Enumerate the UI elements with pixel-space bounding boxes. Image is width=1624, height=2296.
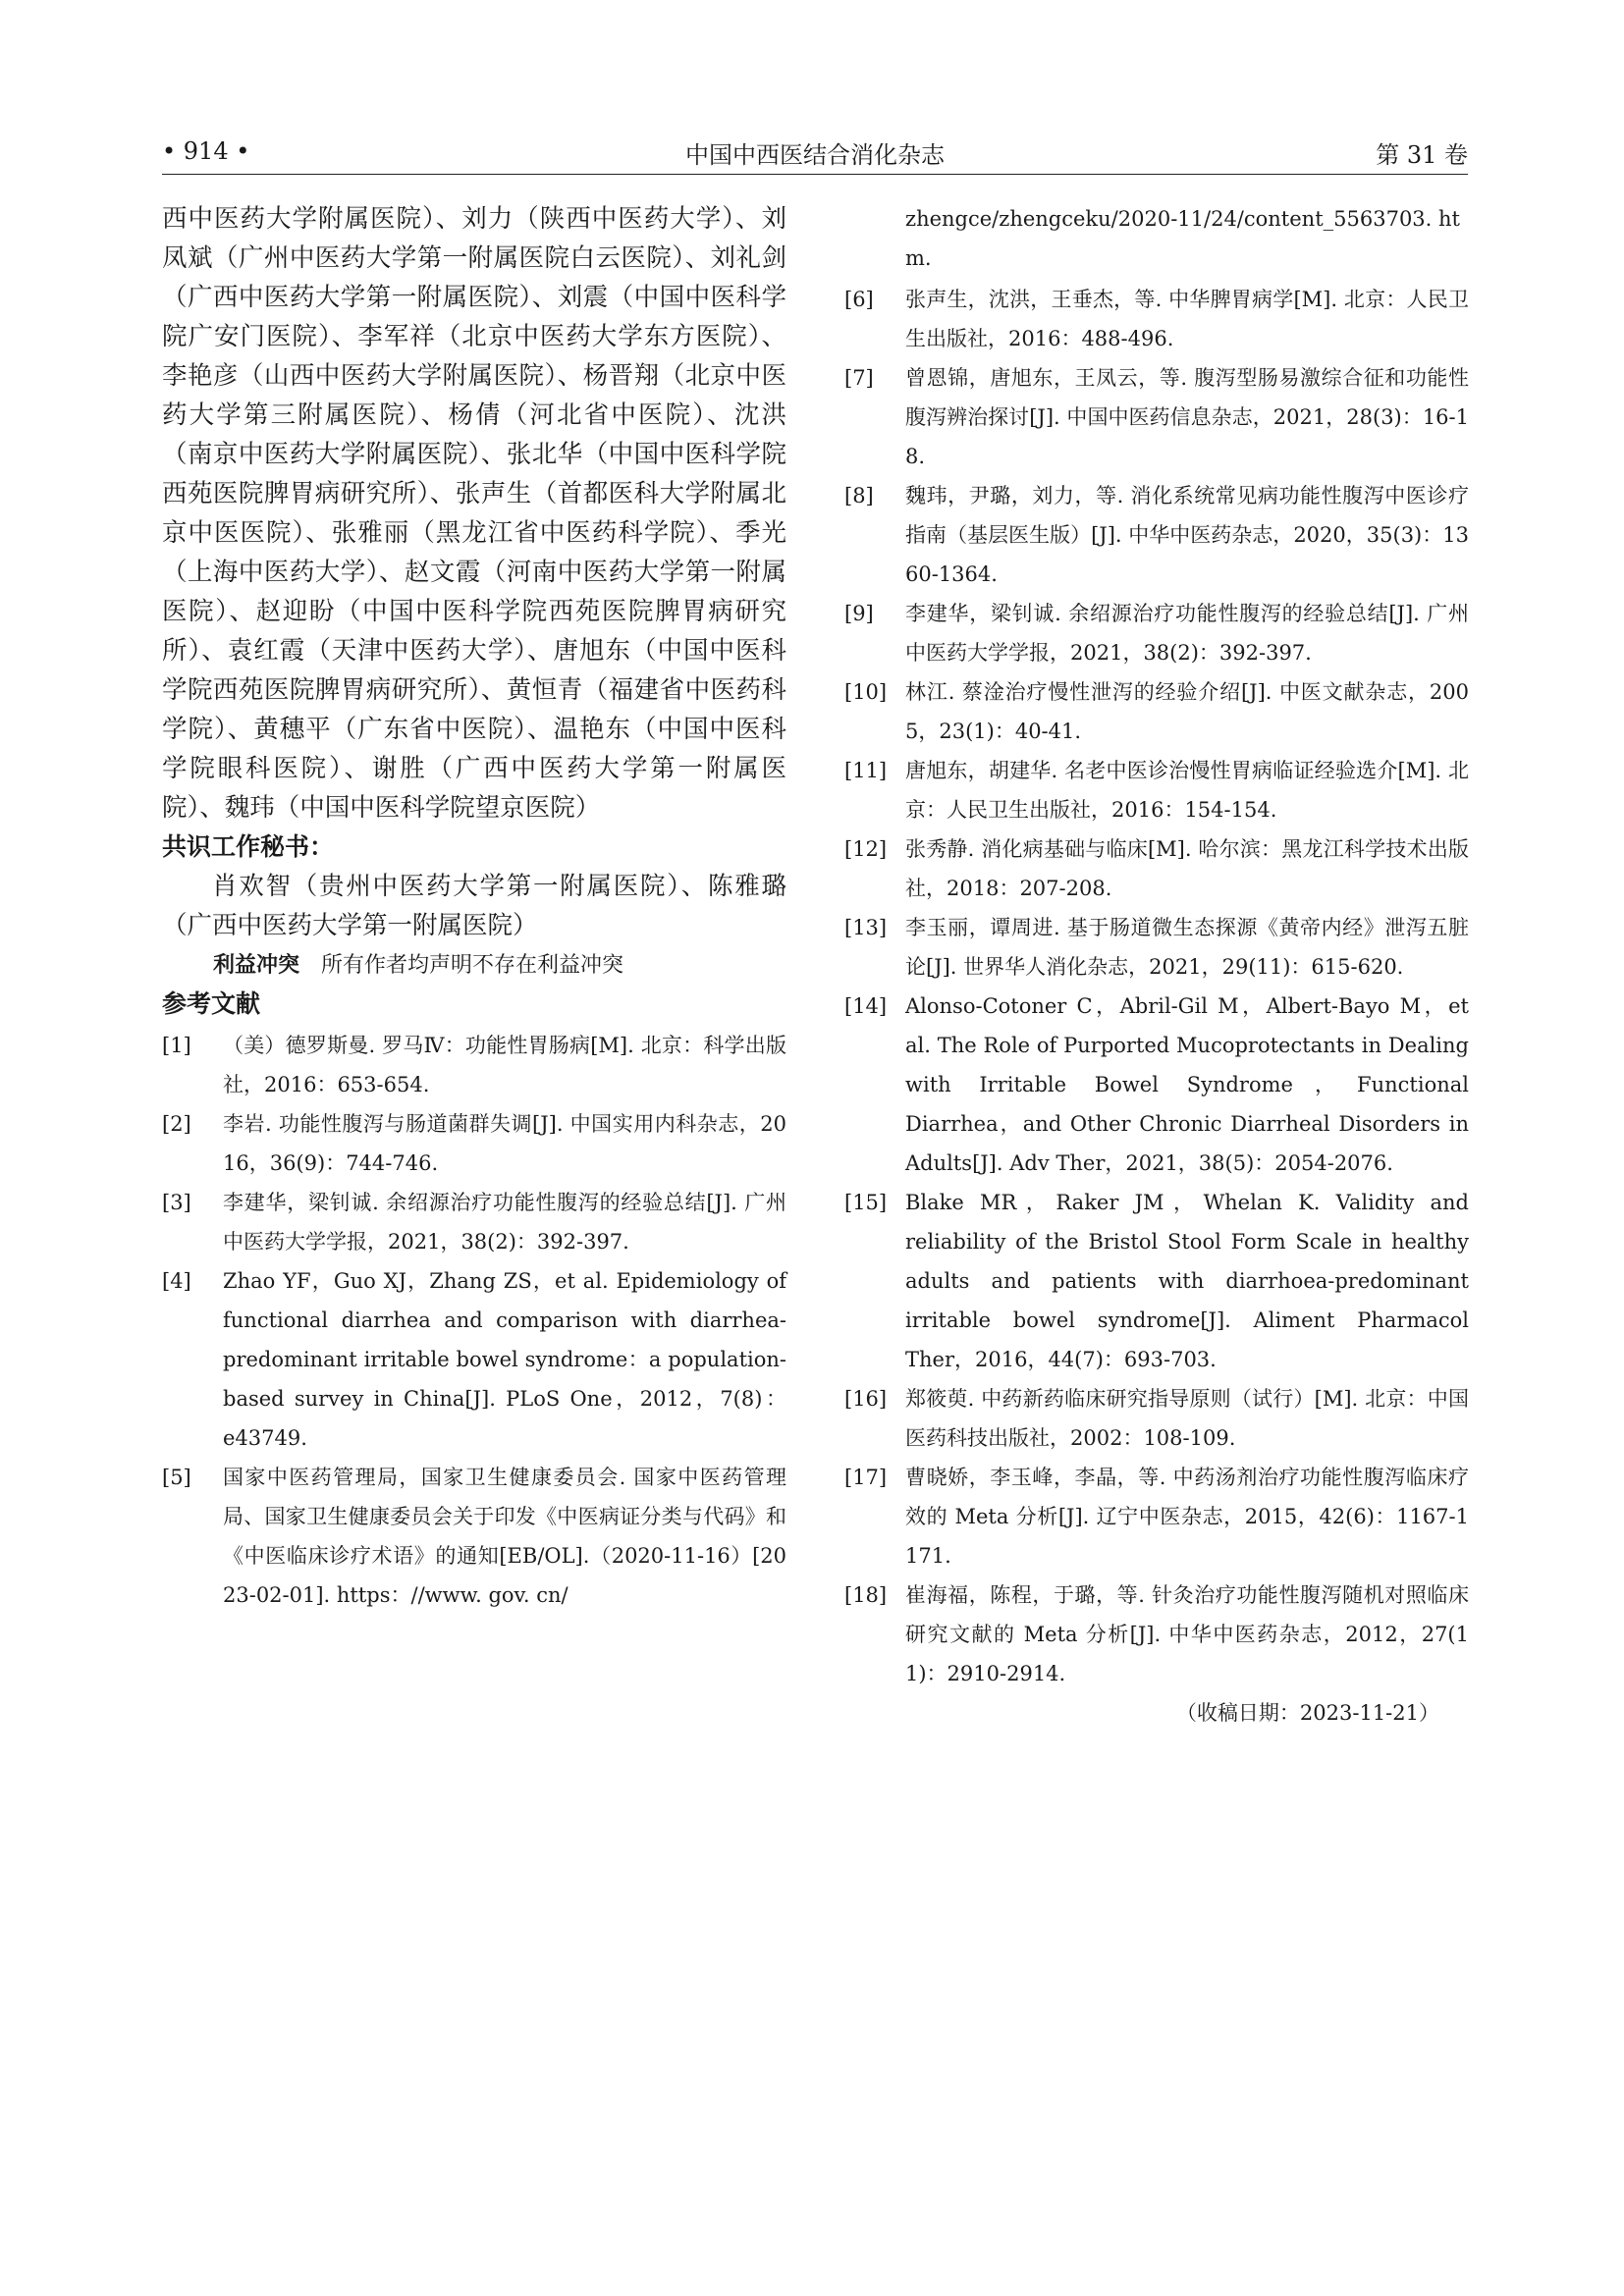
reference-item [844, 987, 1469, 1183]
reference-number: [14] [844, 994, 888, 1018]
reference-text: 李建华，梁钊诚. 余绍源治疗功能性腹泻的经验总结[J]. 广州中医药大学学报，2021，38(2)：392-397. [905, 602, 1469, 665]
reference-number: [13] [844, 916, 888, 939]
reference-text: 郑筱萸. 中药新药临床研究指导原则（试行）[M]. 北京：中国医药科技出版社，2002：108-109. [905, 1387, 1469, 1450]
reference-text: （美）德罗斯曼. 罗马Ⅳ：功能性胃肠病[M]. 北京：科学出版社，2016：653-654. [223, 1034, 786, 1096]
reference-list-left [162, 1026, 786, 1615]
reference-item [844, 358, 1469, 476]
reference-text: 李岩. 功能性腹泻与肠道菌群失调[J]. 中国实用内科杂志，2016，36(9)：744-746. [223, 1112, 786, 1175]
reference-text: 张声生，沈洪，王垂杰，等. 中华脾胃病学[M]. 北京：人民卫生出版社，2016：488-496. [905, 288, 1469, 350]
reference-item [162, 1026, 786, 1104]
reference-item [844, 1575, 1469, 1693]
reference-item [162, 1183, 786, 1261]
conflict-text: 所有作者均声明不存在利益冲突 [321, 953, 624, 978]
volume-label: 第 31 卷 [1376, 141, 1468, 169]
reference-number: [11] [844, 759, 888, 782]
reference-item [844, 594, 1469, 672]
secretary-text: 肖欢智（贵州中医药大学第一附属医院）、陈雅璐（广西中医药大学第一附属医院） [162, 872, 786, 940]
reference-number: [17] [844, 1466, 888, 1489]
reference-number: [8] [844, 484, 874, 507]
reference-number: [1] [162, 1034, 191, 1057]
reference-text: 李玉丽，谭周进. 基于肠道微生态探源《黄帝内经》泄泻五脏论[J]. 世界华人消化杂志，2021，29(11)：615-620. [905, 916, 1469, 979]
reference-number: [3] [162, 1191, 191, 1214]
reference-text: 崔海福，陈程，于璐，等. 针灸治疗功能性腹泻随机对照临床研究文献的 Meta 分析[J]. 中华中医药杂志，2012，27(11)：2910-2914. [905, 1583, 1469, 1685]
reference-number: [9] [844, 602, 874, 625]
reference-text: 曹晓娇，李玉峰，李晶，等. 中药汤剂治疗功能性腹泻临床疗效的 Meta 分析[J]. 辽宁中医杂志，2015，42(6)：1167-1171. [905, 1466, 1469, 1568]
reference-item [162, 1458, 786, 1615]
reference-number: [12] [844, 837, 888, 861]
journal-title: 中国中西医结合消化杂志 [685, 141, 945, 169]
references-heading: 参考文献 [162, 989, 261, 1018]
reference-text: 林江. 蔡淦治疗慢性泄泻的经验介绍[J]. 中医文献杂志，2005，23(1)：40-41. [905, 680, 1469, 743]
received-date: （收稿日期：2023-11-21） [1175, 1701, 1439, 1725]
reference-text: Zhao YF，Guo XJ，Zhang ZS，et al. Epidemiology of functional diarrhea and comparison with diarrhea-predominant irritable bowel syndrome：a population-based survey in China[J]. PLoS One，2012，7(8)：e43749. [223, 1269, 786, 1450]
reference-item [844, 280, 1469, 358]
reference-number: [7] [844, 366, 874, 390]
experts-list: 西中医药大学附属医院）、刘力（陕西中医药大学）、刘凤斌（广州中医药大学第一附属医院白云医院）、刘礼剑（广西中医药大学第一附属医院）、刘震（中国中医科学院广安门医院）、李军祥（北京中医药大学东方医院）、李艳彦（山西中医药大学附属医院）、杨晋翔（北京中医药大学第三附属医院）、杨倩（河北省中医院）、沈洪（南京中医药大学附属医院）、张北华（中国中医科学院西苑医院脾胃病研究所）、张声生（首都医科大学附属北京中医医院）、张雅丽（黑龙江省中医药科学院）、季光（上海中医药大学）、赵文霞（河南中医药大学第一附属医院）、赵迎盼（中国中医科学院西苑医院脾胃病研究所）、袁红霞（天津中医药大学）、唐旭东（中国中医科学院西苑医院脾胃病研究所）、黄恒青（福建省中医药科学院）、黄穗平（广东省中医院）、温艳东（中国中医科学院眼科医院）、谢胜（广西中医药大学第一附属医院）、魏玮（中国中医科学院望京医院） [162, 204, 786, 823]
right-column [844, 199, 1469, 1733]
conflict-label: 利益冲突 [213, 953, 300, 978]
reference-text: 张秀静. 消化病基础与临床[M]. 哈尔滨：黑龙江科学技术出版社，2018：207-208. [905, 837, 1469, 900]
reference-text: 国家中医药管理局，国家卫生健康委员会. 国家中医药管理局、国家卫生健康委员会关于印发《中医病证分类与代码》和《中医临床诊疗术语》的通知[EB/OL].（2020-11-16）[2023-02-01]. https：//www. gov. cn/ [223, 1466, 786, 1607]
reference-item [844, 672, 1469, 751]
reference-item [844, 1379, 1469, 1458]
reference-number: [2] [162, 1112, 191, 1136]
left-column [162, 199, 786, 1615]
reference-text: 李建华，梁钊诚. 余绍源治疗功能性腹泻的经验总结[J]. 广州中医药大学学报，2021，38(2)：392-397. [223, 1191, 786, 1254]
reference-item [844, 829, 1469, 908]
reference-item [162, 1104, 786, 1183]
reference-number: [6] [844, 288, 874, 311]
reference-item [844, 908, 1469, 987]
reference-number: [10] [844, 680, 888, 704]
reference-item [162, 1261, 786, 1458]
reference-text: 曾恩锦，唐旭东，王凤云，等. 腹泻型肠易激综合征和功能性腹泻辨治探讨[J]. 中国中医药信息杂志，2021，28(3)：16-18. [905, 366, 1469, 468]
reference-item [844, 476, 1469, 594]
reference-number: [16] [844, 1387, 888, 1411]
page-header [162, 132, 1468, 175]
reference-url-continuation[interactable]: zhengce/zhengceku/2020-11/24/content_5563703. htm. [905, 207, 1460, 270]
reference-item [844, 751, 1469, 829]
page-number: • 914 • [162, 137, 250, 165]
reference-text: Blake MR，Raker JM，Whelan K. Validity and reliability of the Bristol Stool Form Scale in healthy adults and patients with diarrhoea-predominant irritable bowel syndrome[J]. Aliment Pharmacol Ther，2016，44(7)：693-703. [905, 1191, 1469, 1371]
reference-text: 唐旭东，胡建华. 名老中医诊治慢性胃病临证经验选介[M]. 北京：人民卫生出版社，2016：154-154. [905, 759, 1469, 822]
secretary-heading: 共识工作秘书： [162, 832, 335, 861]
reference-list-right [844, 280, 1469, 1693]
conflict-statement [162, 947, 786, 985]
reference-item [844, 1458, 1469, 1575]
reference-item [844, 1183, 1469, 1379]
reference-text: Alonso-Cotoner C，Abril-Gil M，Albert-Bayo M，et al. The Role of Purported Mucoprotectants in Dealing with Irritable Bowel Syndrome，Functional Diarrhea，and Other Chronic Diarrheal Disorders in Adults[J]. Adv Ther，2021，38(5)：2054-2076. [905, 994, 1469, 1175]
reference-number: [5] [162, 1466, 191, 1489]
reference-number: [18] [844, 1583, 888, 1607]
reference-number: [15] [844, 1191, 888, 1214]
header-rule [162, 174, 1468, 175]
reference-text: 魏玮，尹璐，刘力，等. 消化系统常见病功能性腹泻中医诊疗指南（基层医生版）[J]. 中华中医药杂志，2020，35(3)：1360-1364. [905, 484, 1469, 586]
reference-number: [4] [162, 1269, 191, 1293]
